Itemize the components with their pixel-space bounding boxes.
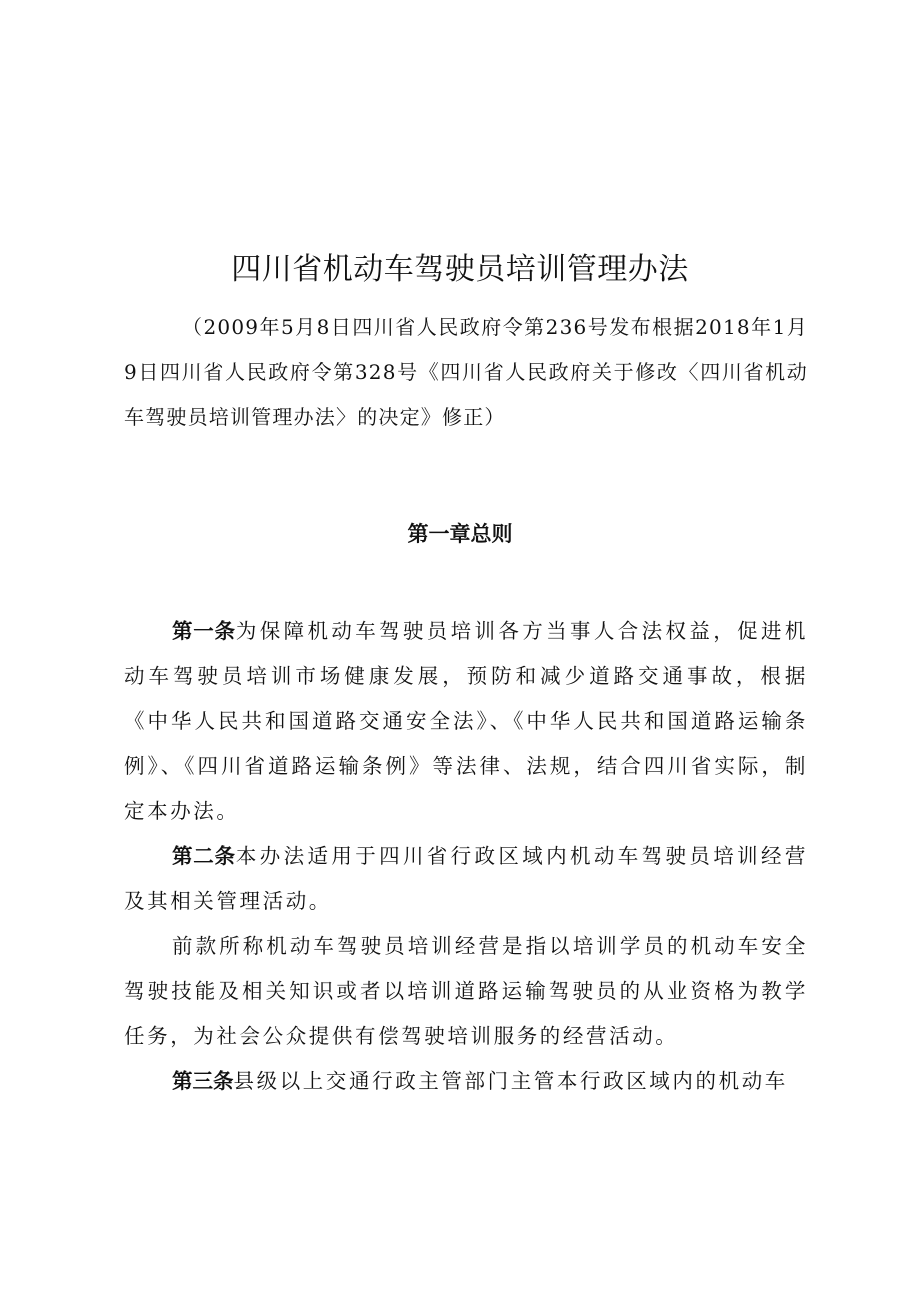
article-number: 第三条	[172, 1069, 234, 1093]
article-number: 第二条	[172, 844, 236, 868]
article-number: 第一条	[172, 619, 236, 643]
document-title: 四川省机动车驾驶员培训管理办法	[231, 252, 689, 287]
paragraph-article-2-clause	[124, 924, 808, 1059]
article-text: 前款所称机动车驾驶员培训经营是指以培训学员的机动车安全驾驶技能及相关知识或者以培训道路运输驾驶员的从业资格为教学任务，为社会公众提供有偿驾驶培训服务的经营活动。	[124, 934, 808, 1048]
source-note: （2009年5月8日四川省人民政府令第236号发布根据2018年1月9日四川省人民政府令第328号《四川省人民政府关于修改〈四川省机动车驾驶员培训管理办法〉的决定》修正）	[124, 315, 808, 429]
paragraph-article-3	[124, 1059, 808, 1104]
document-body	[124, 609, 808, 1104]
article-text: 本办法适用于四川省行政区域内机动车驾驶员培训经营及其相关管理活动。	[124, 844, 809, 913]
paragraph-article-1	[124, 609, 808, 834]
article-text: 县级以上交通行政主管部门主管本行政区域内的机动车	[233, 1069, 788, 1093]
paragraph-article-2	[124, 834, 808, 924]
chapter-heading: 第一章总则	[407, 522, 513, 546]
article-text: 为保障机动车驾驶员培训各方当事人合法权益，促进机动车驾驶员培训市场健康发展，预防和减少道路交通事故，根据《中华人民共和国道路交通安全法》、《中华人民共和国道路运输条例》、《四川省道路运输条例》等法律、法规，结合四川省实际，制定本办法。	[124, 619, 809, 823]
